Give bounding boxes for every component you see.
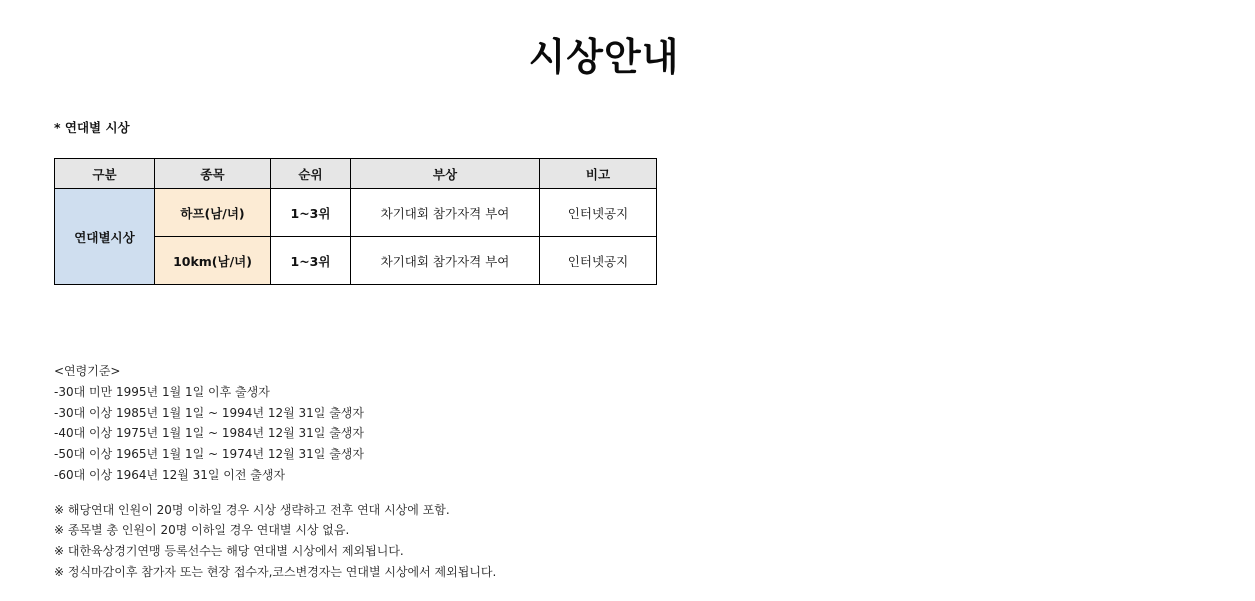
table-row: [55, 189, 657, 237]
note-item: ※ 해당연대 인원이 20명 이하일 경우 시상 생략하고 전후 연대 시상에 포함.: [54, 502, 450, 517]
note-item: ※ 정식마감이후 참가자 또는 현장 접수자,코스변경자는 연대별 시상에서 제외됩니다.: [54, 564, 497, 579]
rank-cell: 1~3위: [271, 189, 351, 237]
note-cell: 인터넷공지: [540, 237, 657, 285]
age-criteria-item: -50대 이상 1965년 1월 1일 ~ 1974년 12월 31일 출생자: [54, 447, 364, 462]
age-criteria-item: -30대 미만 1995년 1월 1일 이후 출생자: [54, 384, 270, 399]
age-criteria-item: -60대 이상 1964년 12월 31일 이전 출생자: [54, 467, 286, 482]
header-event: 종목: [155, 159, 271, 189]
header-note: 비고: [540, 159, 657, 189]
note-item: ※ 종목별 총 인원이 20명 이하일 경우 연대별 시상 없음.: [54, 523, 350, 538]
rank-cell: 1~3위: [271, 237, 351, 285]
prize-cell: 차기대회 참가자격 부여: [351, 237, 540, 285]
header-category: 구분: [55, 159, 155, 189]
header-rank: 순위: [271, 159, 351, 189]
spacer: [54, 486, 496, 500]
group-cell: 연대별시상: [55, 189, 155, 285]
header-prize: 부상: [351, 159, 540, 189]
age-criteria-item: -40대 이상 1975년 1월 1일 ~ 1984년 12월 31일 출생자: [54, 426, 364, 441]
prize-cell: 차기대회 참가자격 부여: [351, 189, 540, 237]
note-item: ※ 대한육상경기연맹 등록선수는 해당 연대별 시상에서 제외됩니다.: [54, 543, 404, 558]
age-criteria-heading: <연령기준>: [54, 364, 121, 378]
notes-section: [54, 361, 496, 582]
section-title: * 연대별 시상: [54, 120, 130, 135]
page-title: 시상안내: [528, 35, 680, 79]
award-table: [54, 158, 657, 285]
table-header-row: [55, 159, 657, 189]
note-cell: 인터넷공지: [540, 189, 657, 237]
event-cell: 10km(남/녀): [155, 237, 271, 285]
age-criteria-item: -30대 이상 1985년 1월 1일 ~ 1994년 12월 31일 출생자: [54, 405, 364, 420]
event-cell: 하프(남/녀): [155, 189, 271, 237]
